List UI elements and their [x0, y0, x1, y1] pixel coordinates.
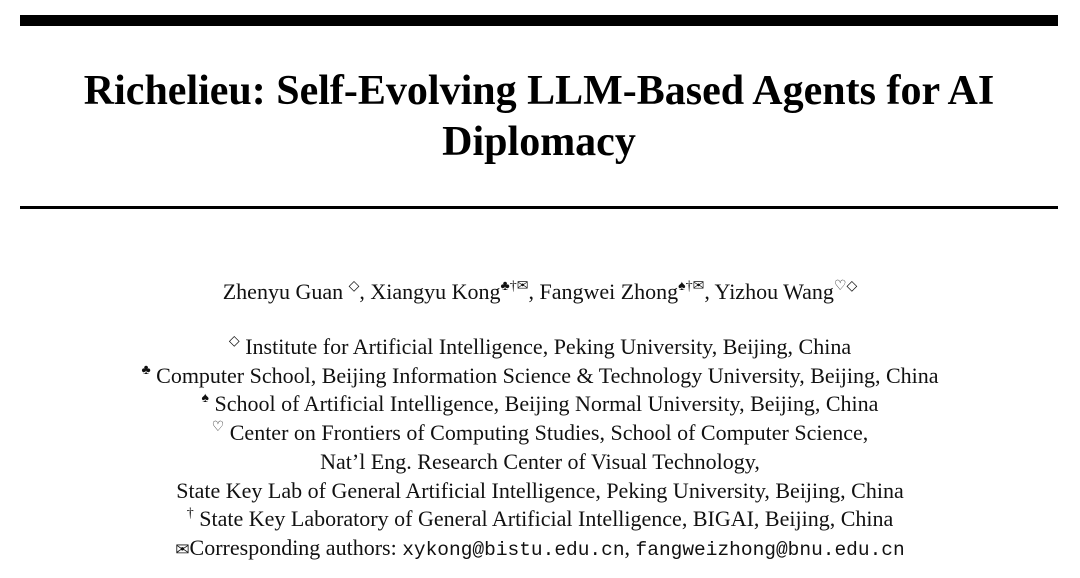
corresponding-label: Corresponding authors:: [189, 534, 403, 560]
affiliation-mark: ◇: [228, 334, 240, 349]
affiliation-mark: †: [186, 506, 194, 522]
affiliation-text: Computer School, Beijing Information Science & Technology University, Beijing, China: [156, 362, 939, 388]
affiliation-list: [0, 333, 1080, 565]
affiliation-text: State Key Laboratory of General Artificial Intelligence, BIGAI, Beijing, China: [199, 506, 894, 532]
author-name: Fangwei Zhong: [539, 279, 679, 304]
affiliation-line: [0, 477, 1080, 506]
affiliation-line: [0, 419, 1080, 448]
email-link-2[interactable]: fangweizhong@bnu.edu.cn: [635, 538, 905, 561]
email-separator: ,: [624, 534, 636, 560]
affiliation-line: [0, 390, 1080, 419]
paper-title: [20, 66, 1058, 168]
author-affiliation-marks: ♠†✉: [678, 279, 705, 294]
title-line-1: Richelieu: Self-Evolving LLM-Based Agents for AI: [83, 68, 995, 114]
affiliation-text: Institute for Artificial Intelligence, Peking University, Beijing, China: [245, 334, 852, 359]
author-affiliation-marks: ◇: [348, 279, 360, 294]
affiliation-line: [0, 333, 1080, 362]
title-line-2: Diplomacy: [442, 119, 636, 165]
author-name: Yizhou Wang: [714, 279, 834, 304]
affiliation-line: [0, 448, 1080, 477]
author-name: Zhenyu Guan: [222, 279, 344, 304]
author-affiliation-marks: ♡◇: [833, 279, 858, 294]
author-separator: ,: [704, 279, 715, 304]
affiliation-line: [0, 505, 1080, 534]
affiliation-mark: ♣: [141, 362, 151, 378]
affiliation-text: Center on Frontiers of Computing Studies, School of Computer Science,: [229, 420, 869, 446]
email-link-1[interactable]: xykong@bistu.edu.cn: [402, 538, 625, 561]
author-separator: ,: [359, 279, 371, 304]
author-name: Xiangyu Kong: [370, 279, 501, 304]
affiliation-text: School of Artificial Intelligence, Beijing Normal University, Beijing, China: [214, 391, 879, 417]
affiliation-text: Nat’l Eng. Research Center of Visual Technology,: [320, 448, 760, 474]
affiliation-mark: ♠: [201, 391, 209, 407]
author-separator: ,: [528, 279, 540, 304]
bottom-rule: [20, 206, 1058, 209]
affiliation-text: State Key Lab of General Artificial Intelligence, Peking University, Beijing, China: [176, 477, 904, 503]
top-rule: [20, 15, 1058, 26]
affiliation-line: [0, 362, 1080, 391]
author-affiliation-marks: ♣†✉: [500, 279, 529, 294]
corresponding-authors-line: [0, 534, 1080, 565]
author-list: [0, 277, 1080, 307]
affiliation-mark: ♡: [211, 420, 225, 436]
envelope-icon: ✉: [175, 539, 190, 560]
